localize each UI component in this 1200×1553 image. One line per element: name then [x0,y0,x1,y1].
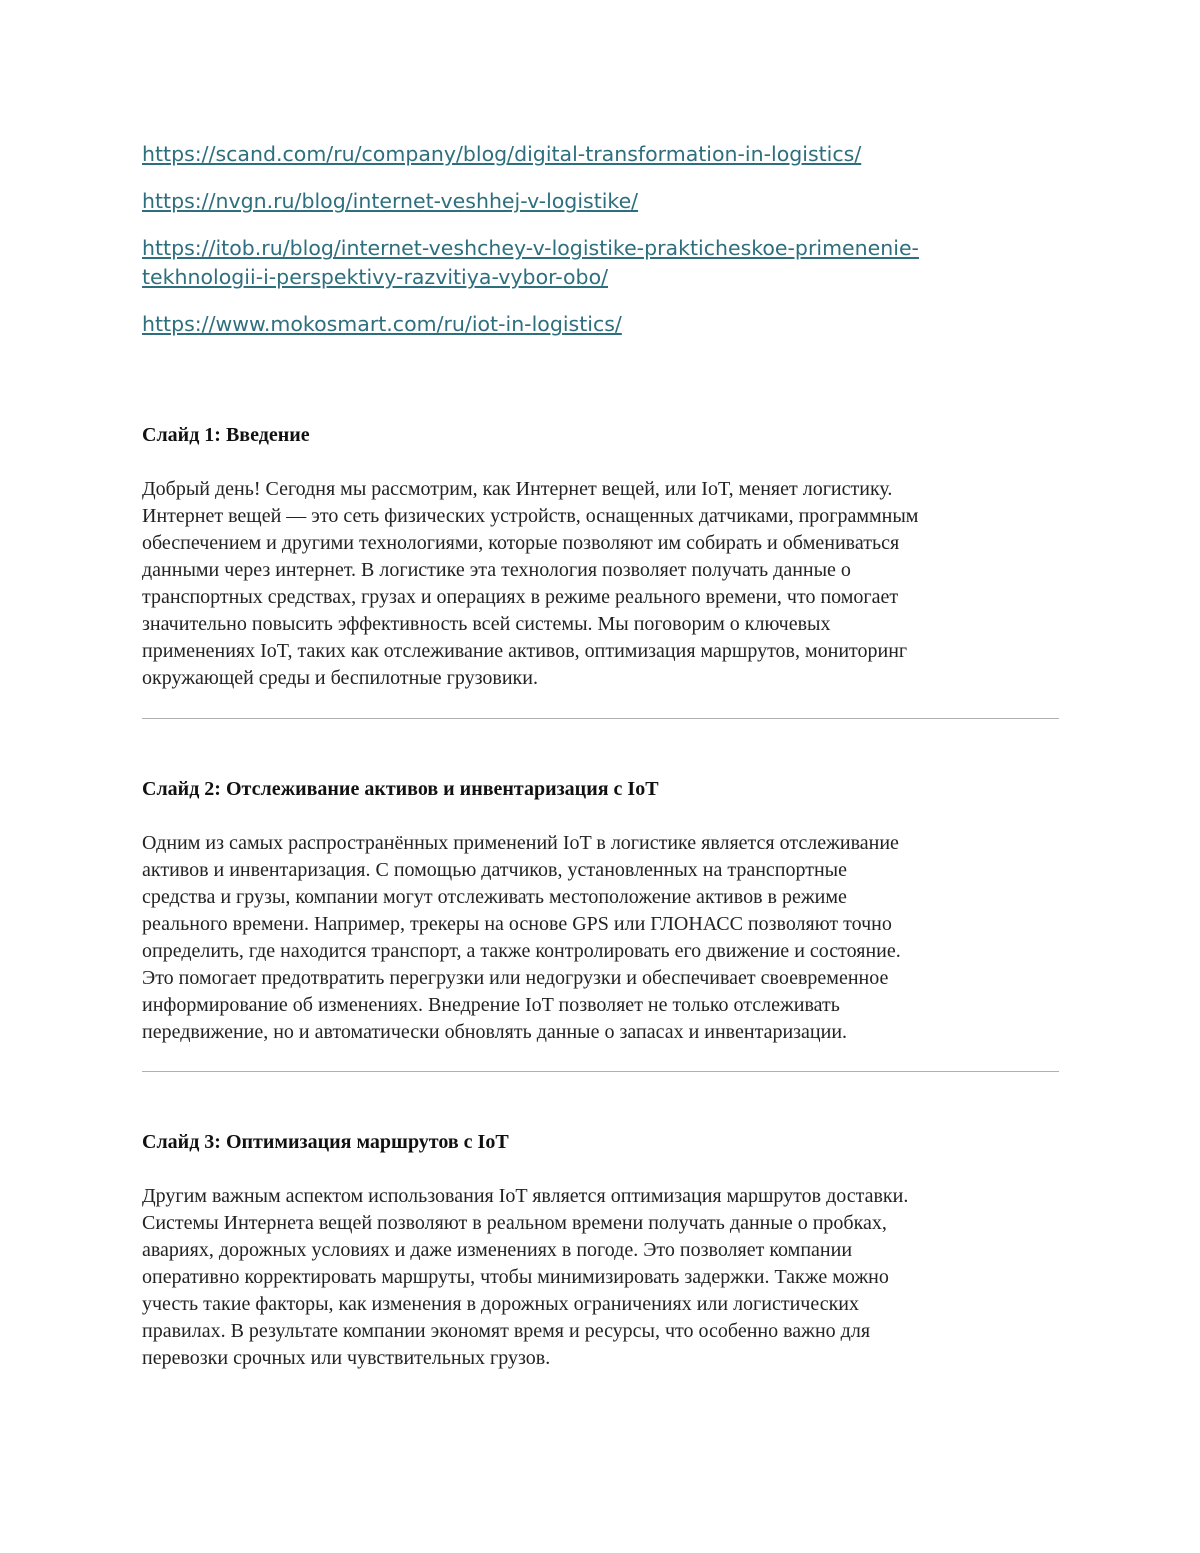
body-line: значительно повысить эффективность всей системы. Мы поговорим о ключевых [142,613,831,635]
slide-heading-1: Слайд 1: Введение [142,424,310,446]
body-line: окружающей среды и беспилотные грузовики. [142,667,538,689]
body-line: активов и инвентаризация. С помощью датчиков, установленных на транспортные [142,859,847,881]
slide-body-3 [142,1183,1059,1372]
body-line: перевозки срочных или чувствительных грузов. [142,1347,551,1369]
body-line: средства и грузы, компании могут отслеживать местоположение активов в режиме [142,886,847,908]
slide-body-1 [142,476,1059,692]
body-line: правилах. В результате компании экономят время и ресурсы, что особенно важно для [142,1320,871,1342]
reference-links [142,140,1059,357]
body-line: Другим важным аспектом использования IoT является оптимизация маршрутов доставки. [142,1185,909,1207]
body-line: обеспечением и другими технологиями, которые позволяют им собирать и обмениваться [142,532,900,554]
body-line: применениях IoT, таких как отслеживание активов, оптимизация маршрутов, мониторинг [142,640,908,662]
body-line: Интернет вещей — это сеть физических устройств, оснащенных датчиками, программным [142,505,919,527]
reference-link-itob[interactable]: https://itob.ru/blog/internet-veshchey-v-logistike-prakticheskoe-primenenie- tekhnologii-i-perspektivy-razvitiya-vybor-obo/ [142,236,919,289]
body-line: передвижение, но и автоматически обновлять данные о запасах и инвентаризации. [142,1021,848,1043]
reference-link-mokosmart[interactable]: https://www.mokosmart.com/ru/iot-in-logistics/ [142,312,622,336]
body-line: оперативно корректировать маршруты, чтобы минимизировать задержки. Также можно [142,1266,889,1288]
slide-section-1 [142,422,1059,692]
section-divider [142,718,1059,719]
body-line: определить, где находится транспорт, а также контролировать его движение и состояние. [142,940,901,962]
slide-heading-2: Слайд 2: Отслеживание активов и инвентаризация с IoT [142,778,659,800]
reference-link-nvgn[interactable]: https://nvgn.ru/blog/internet-veshhej-v-logistike/ [142,189,639,213]
section-divider [142,1071,1059,1072]
body-line: Одним из самых распространённых применений IoT в логистике является отслеживание [142,832,899,854]
slide-section-3 [142,1129,1059,1372]
slide-section-2 [142,776,1059,1046]
body-line: Системы Интернета вещей позволяют в реальном времени получать данные о пробках, [142,1212,887,1234]
body-line: информирование об изменениях. Внедрение IoT позволяет не только отслеживать [142,994,840,1016]
body-line: данными через интернет. В логистике эта технология позволяет получать данные о [142,559,851,581]
slide-heading-3: Слайд 3: Оптимизация маршрутов с IoT [142,1131,509,1153]
slide-body-2 [142,830,1059,1046]
body-line: Это помогает предотвратить перегрузки или недогрузки и обеспечивает своевременное [142,967,889,989]
body-line: авариях, дорожных условиях и даже изменениях в погоде. Это позволяет компании [142,1239,853,1261]
reference-link-scand[interactable]: https://scand.com/ru/company/blog/digital-transformation-in-logistics/ [142,142,862,166]
body-line: транспортных средствах, грузах и операциях в режиме реального времени, что помогает [142,586,899,608]
body-line: Добрый день! Сегодня мы рассмотрим, как Интернет вещей, или IoT, меняет логистику. [142,478,893,500]
body-line: учесть такие факторы, как изменения в дорожных ограничениях или логистических [142,1293,860,1315]
body-line: реального времени. Например, трекеры на основе GPS или ГЛОНАСС позволяют точно [142,913,892,935]
